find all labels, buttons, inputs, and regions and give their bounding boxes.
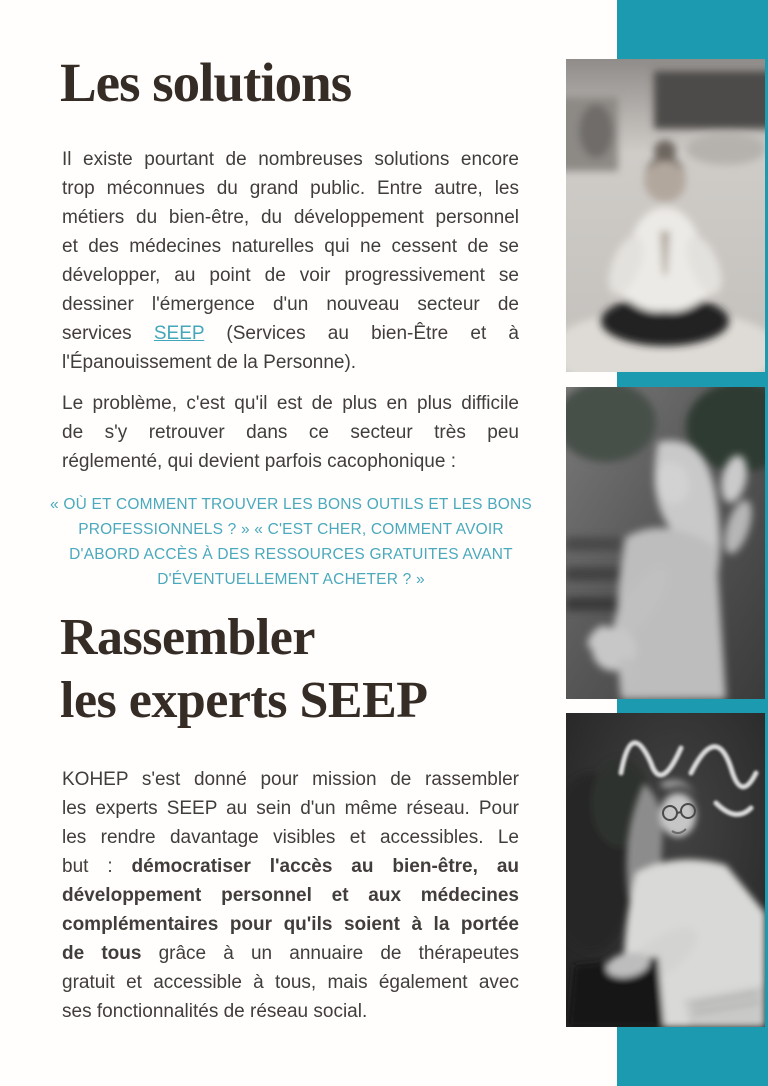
- text-segment: but :: [62, 856, 132, 877]
- text-segment: KOHEP s'est donné pour mission de rassembler: [62, 769, 519, 790]
- text-segment: et des médecines naturelles qui ne cessent de se: [62, 236, 519, 257]
- text-segment: les rendre davantage visibles et accessibles. Le: [62, 827, 519, 848]
- text-line: [62, 319, 519, 348]
- text-segment: trop méconnues du grand public. Entre autre, les: [62, 178, 519, 199]
- text-line: [62, 145, 519, 174]
- text-line: [62, 968, 519, 997]
- text-line: [62, 389, 519, 418]
- text-line: [62, 203, 519, 232]
- text-segment: dessiner l'émergence d'un nouveau secteur de: [62, 294, 519, 315]
- photo-woman-reaching-hand: [566, 387, 765, 699]
- text-line: [50, 517, 532, 542]
- paragraph-problem: [62, 389, 519, 476]
- text-segment: ses fonctionnalités de réseau social.: [62, 1001, 368, 1022]
- main-content: [50, 0, 532, 1086]
- text-segment: Il existe pourtant de nombreuses solutions encore: [62, 149, 519, 170]
- section-title-line-2: les experts SEEP: [60, 672, 428, 729]
- text-segment: PROFESSIONNELS ? » « C'EST CHER, COMMENT AVOIR: [78, 521, 504, 538]
- text-segment: de s'y retrouver dans ce secteur très peu: [62, 422, 519, 443]
- text-segment: D'ÉVENTUELLEMENT ACHETER ? »: [157, 571, 425, 588]
- photo-meditation-illustration: [566, 59, 765, 372]
- text-line: [62, 261, 519, 290]
- text-segment: Le problème, c'est qu'il est de plus en plus difficile: [62, 393, 519, 414]
- photo-woman-laptop-neon: [566, 713, 765, 1027]
- section-title-line-1: Rassembler: [60, 609, 315, 666]
- quote-block: [50, 492, 532, 592]
- text-line: [62, 823, 519, 852]
- text-segment: les experts SEEP au sein d'un même réseau. Pour: [62, 798, 519, 819]
- photo-reaching-illustration: [566, 387, 765, 699]
- text-segment: développer, au point de voir progressivement se: [62, 265, 519, 286]
- text-segment: métiers du bien-être, du développement personnel: [62, 207, 519, 228]
- bold-text-segment: démocratiser l'accès au bien-être, au: [131, 856, 519, 877]
- paragraph-intro: [62, 145, 519, 377]
- text-segment: grâce à un annuaire de thérapeutes: [141, 943, 519, 964]
- bold-text-segment: développement personnel et aux médecines: [62, 885, 519, 906]
- photo-laptop-illustration: [566, 713, 765, 1027]
- text-segment: services: [62, 323, 154, 344]
- text-line: [62, 290, 519, 319]
- section-title: [60, 606, 428, 732]
- text-line: [62, 447, 519, 476]
- text-segment: « OÙ ET COMMENT TROUVER LES BONS OUTILS ET LES BONS: [50, 496, 532, 513]
- text-segment: gratuit et accessible à tous, mais également avec: [62, 972, 519, 993]
- bold-text-segment: de tous: [62, 943, 142, 964]
- page-title: Les solutions: [60, 52, 352, 113]
- photo-meditation-woman: [566, 59, 765, 372]
- text-segment: D'ABORD ACCÈS À DES RESSOURCES GRATUITES AVANT: [69, 546, 513, 563]
- text-line: [62, 348, 519, 377]
- bold-text-segment: complémentaires pour qu'ils soient à la portée: [62, 914, 519, 935]
- text-line: [62, 852, 519, 881]
- text-line: [62, 418, 519, 447]
- text-line: [62, 765, 519, 794]
- text-segment: réglementé, qui devient parfois cacophonique :: [62, 451, 456, 472]
- text-line: [62, 910, 519, 939]
- text-line: [50, 567, 532, 592]
- text-line: [62, 997, 519, 1026]
- text-line: [62, 174, 519, 203]
- text-line: [62, 232, 519, 261]
- text-segment: (Services au bien-Être et à: [204, 323, 519, 344]
- text-line: [50, 492, 532, 517]
- text-segment: l'Épanouissement de la Personne).: [62, 352, 357, 373]
- text-line: [62, 794, 519, 823]
- text-line: [62, 881, 519, 910]
- text-line: [50, 542, 532, 567]
- text-line: [62, 939, 519, 968]
- seep-link[interactable]: SEEP: [153, 323, 205, 344]
- paragraph-mission: [62, 765, 519, 1026]
